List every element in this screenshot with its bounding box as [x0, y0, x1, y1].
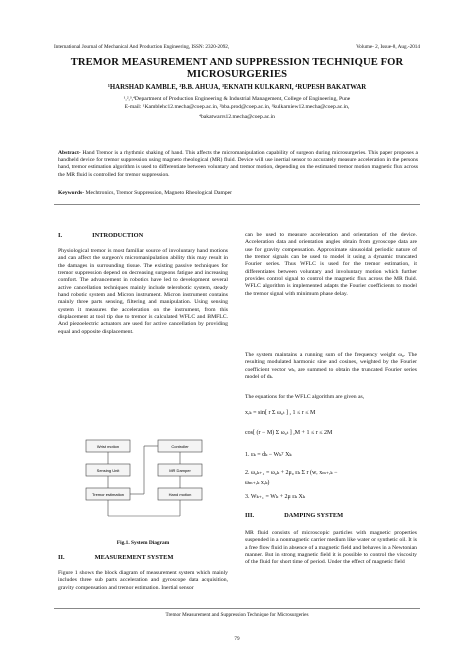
page-number: 79 — [234, 636, 240, 642]
author-list: ¹HARSHAD KAMBLE, ²B.B. AHUJA, ³EKNATH KULKARNI, ⁴RUPESH BAKATWAR — [107, 84, 367, 91]
separator-rule — [54, 204, 420, 205]
equation-basis-sine: xᵣₖ = sin[ r Σ ω₀ₜ ] , 1 ≤ r ≤ M — [245, 410, 316, 416]
affiliation-emails: E-mail: ¹Kamblehc12.mecha@coep.ac.in, ²bba.prod@coep.ac.in, ³kulkarniew12.mecha@coep.ac.in, — [124, 104, 350, 110]
keywords-label: Keywords- — [58, 190, 85, 196]
section-number: III. — [245, 512, 255, 519]
title-line-2: MICROSURGERIES — [186, 69, 288, 80]
journal-name: International Journal of Mechanical And Production Engineering, ISSN: 2320-2092, — [54, 44, 230, 50]
system-diagram — [78, 436, 218, 536]
section-title: INTRODUCTION — [92, 232, 144, 239]
equation-2: 2. ω₀ₖ₊₁ = ω₀ₖ + 2μ₀ εₖ Σ r (wᵣ xₘ₊ᵣₖ − — [245, 470, 338, 476]
running-header — [54, 44, 420, 50]
volume-issue: Volume- 2, Issue-8, Aug.-2014 — [356, 44, 420, 50]
figure-caption: Fig.1. System Diagram — [116, 540, 170, 546]
keywords-text: Mechtronics, Tremor Suppression, Magneto Rheological Damper — [84, 190, 233, 196]
equation-2-continued: ωₘ₊ᵣₖ xᵣₖ) — [245, 480, 270, 486]
right-paragraph-3: The equations for the WFLC algorithm are given as, — [245, 394, 365, 400]
affiliation-line-1: ¹,²,³,⁴Department of Production Engineering & Industrial Management, College of Engineering, Pune — [123, 96, 351, 102]
right-paragraph-2: The system maintains a running sum of the frequency weight ω₀. The resulting modulated harmonic sine and cosines, weighted by the Fourier coefficient vector wₖ, are summed to obtain the truncated Fourier series model of dₖ. — [245, 352, 417, 381]
diagram-label-hand-motion: Hand motion — [168, 492, 192, 497]
damping-text: MR fluid consists of microscopic particles with magnetic properties suspended in a nonmagnetic carrier medium like water or synthetic oil. It is a free flow fluid in absence of a magnetic field and behaves in a Newtonian manner. But in strong magnetic field it is possible to control the viscosity of the fluid for short time of period. Under the effect of magnetic field — [245, 530, 417, 566]
abstract — [58, 150, 418, 179]
section-heading-introduction — [58, 232, 228, 239]
right-paragraph-1: can be used to measure acceleration and orientation of the device. Acceleration data and orientation angles obtain from gyroscope data are use for gravity compensation. Approximate sinusoidal periodic nature of the tremor signals can be used to model it using a dynamic truncated Fourier series. Thus WFLC is used for the tremor estimation, it differentiates between voluntary and involuntary motion which further provides control signal to control the magnetic flux across the MR fluid. WFLC algorithm is implemented adapts the Fourier coefficients to model the tremor signal with minimum phase delay. — [245, 232, 417, 297]
affiliation-email-2: ⁴bakatwarrs12.mecha@coep.ac.in — [199, 114, 275, 120]
footer-rule — [54, 608, 420, 609]
section-heading-measurement — [58, 554, 228, 561]
paper-title — [40, 57, 434, 81]
keywords — [58, 190, 418, 196]
diagram-label-controller: Controller — [171, 444, 189, 449]
diagram-label-damper: MR Damper — [169, 468, 191, 473]
title-line-1: TREMOR MEASUREMENT AND SUPPRESSION TECHNIQUE FOR — [70, 57, 404, 68]
equation-1: 1. εₖ = dₖ − Wₖᵀ Xₖ — [245, 452, 292, 458]
section-heading-damping — [245, 512, 417, 519]
abstract-text: Hand Tremor is a rhythmic shaking of hand. This affects the micromanipulation capability of surgeon during microsurgeries. This paper proposes a handheld device for tremor suppression using magneto rheological (MR) fluid. Device will use inertial sensor to accurately measure acceleration in the persons hand, tremor estimation algorithm is used to differentiate between voluntary and tremor motion, depending on the estimated tremor motion magnetic flux across the MR fluid is controlled for tremor suppression. — [58, 150, 418, 178]
equation-3: 3. Wₖ₊₁ = Wₖ + 2μ εₖ Xₖ — [245, 494, 305, 500]
section-number: I. — [58, 232, 63, 239]
measurement-text: Figure 1 shows the block diagram of measurement system which mainly includes three sub parts acceleration and gyroscope data acquisition, gravity compensation and tremor estimation. Inertial sensor — [58, 570, 228, 591]
section-title: MEASUREMENT SYSTEM — [94, 554, 174, 561]
diagram-label-sensing: Sensing Unit — [96, 468, 120, 473]
equation-basis-cosine: cos[ (r − M) Σ ω₀ₜ ] ,M + 1 ≤ r ≤ 2M — [245, 430, 333, 436]
introduction-text: Physiological tremor is most familiar source of involuntary hand motions and can affect the surgeon's micromanipulation ability this may result in the damages in surrounding tissue. The existing passive techniques for tremor suppression depend on decreasing surgeons fatigue and increasing comfort. The advancement in robotics have led to development several active cancellation techniques mainly include telerobotic system, steady hand robotic system and Micron instrument. Micron instrument contains mainly three parts sensing, filtering and manipulation. Using sensing system it measures the acceleration on the instrument, from this displacement at tool tip due to tremor is calculated WFLC and BMFLC. And piezoelectric actuators are used for active cancellation by providing equal and opposite displacement. — [58, 248, 228, 335]
abstract-label: Abstract- — [58, 150, 81, 156]
diagram-label-wrist-motion: Wrist motion — [96, 444, 120, 449]
section-number: II. — [58, 554, 65, 561]
section-title: DAMPING SYSTEM — [284, 512, 344, 519]
running-footer: Tremor Measurement and Suppression Technique for Microsurgeries — [165, 612, 309, 618]
diagram-label-estimation: Tremor estimation — [91, 492, 125, 497]
